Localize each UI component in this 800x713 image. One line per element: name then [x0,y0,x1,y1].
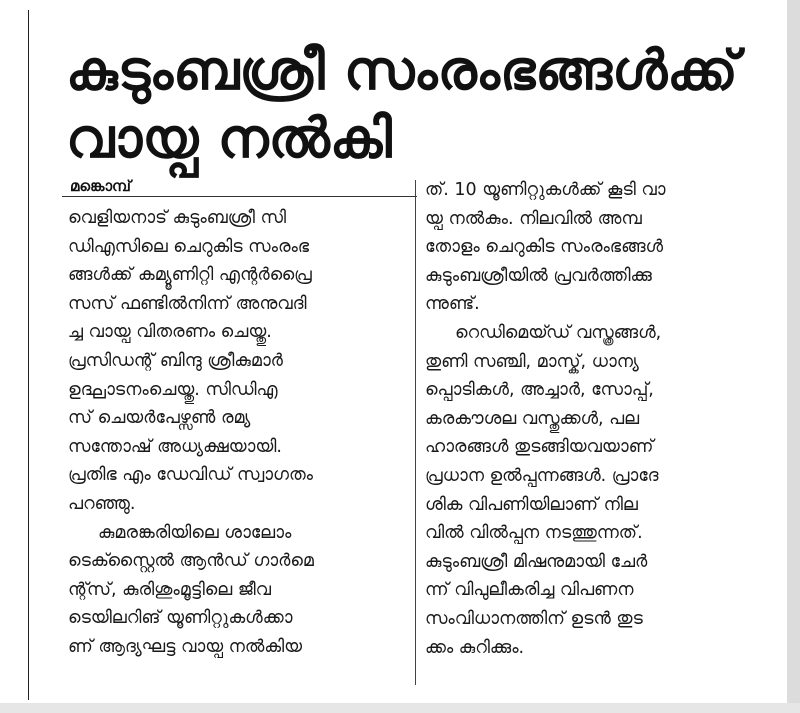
text-line: സന്തോഷ് അധ്യക്ഷയായി. [68,436,282,457]
text-line: തോളം ചെറുകിട സംരംഭങ്ങൾ [425,237,664,258]
article-column-right [425,176,765,662]
text-line: ത്. 10 യൂണിറ്റുകൾക്ക് കൂടി വാ [425,180,666,200]
text-line: വിൽ വിൽപ്പന നടത്തുന്നത്. [425,523,643,544]
text-line: പ്പൊടികൾ, അച്ചാർ, സോപ്പ്, [425,380,654,401]
headline-line-1: കുടുംബശ്രീ സംരംഭങ്ങൾക്ക് [66,38,738,102]
page-edge-bottom [0,703,800,713]
text-line: യ്പ നൽകും. നിലവിൽ അമ്പ [425,208,642,229]
text-line: വെളിയനാട് കുടുംബശ്രീ സി [68,208,286,228]
text-line: കുടുംബശ്രീയിൽ പ്രവർത്തിക്കു [425,265,652,286]
text-line: ന്റ്സ്, കുരിശുംമൂട്ടിലെ ജീവ [68,579,271,600]
article-column-left [68,204,408,662]
text-line: ഡിഎസിലെ ചെറുകിട സംരംഭ [68,236,310,257]
text-line: ന്നുണ്ട്. [425,294,480,315]
text-line: പ്രധാന ഉൽപ്പന്നങ്ങൾ. പ്രാദേ [425,465,659,486]
text-line: സംവിധാനത്തിന് ഉടൻ തുട [425,608,643,629]
text-line: ഹാരങ്ങൾ തുടങ്ങിയവയാണ് [425,437,654,458]
text-line: ഉദ്ഘാടനംചെയ്തു. സിഡിഎ [68,379,278,400]
column-divider [415,180,416,685]
text-line: കുടുംബശ്രീ മിഷനുമായി ചേർ [425,551,648,572]
text-line: കുമരങ്കരിയിലെ ശാലോം [98,522,292,543]
text-line: റെഡിമെയ്ഡ് വസ്ത്രങ്ങൾ, [455,322,662,343]
dateline: മങ്കൊമ്പ് [70,177,131,195]
page-margin-left [0,0,24,713]
text-line: ച്ച വായ്പ വിതരണം ചെയ്തു. [68,322,272,343]
text-line: ങ്ങൾക്ക് കമ്യൂണിറ്റി എന്റർപ്രൈ [68,265,312,286]
page-edge-right [787,0,800,713]
dateline-rule [62,196,417,197]
text-line: തുണി സഞ്ചി, മാസ്ക്, ധാന്യ [425,351,639,372]
text-line: പറഞ്ഞു. [68,493,136,514]
text-line: പ്രസിഡന്റ് ബിന്ദു ശ്രീകുമാർ [68,350,283,371]
article-headline [66,36,766,172]
text-line: ന്ന് വിപുലീകരിച്ച വിപണന [425,580,634,601]
text-line: ണ് ആദ്യഘട്ട വായ്പ നൽകിയ [68,636,303,657]
headline-line-2: വായ്പ നൽകി [66,106,392,170]
text-line: ടെയിലറിങ് യൂണിറ്റുകൾക്കാ [68,608,293,629]
text-line: ടെക്സ്റ്റൈൽ ആൻഡ് ഗാർമെ [68,551,314,572]
text-line: സസ് ഫണ്ടിൽനിന്ന് അനുവദി [68,293,307,314]
text-line: പ്രതിഭ എം ഡേവിഡ് സ്വാഗതം [68,465,313,486]
text-line: ക്കം കുറിക്കും. [425,637,525,658]
text-line: സ് ചെയർപേഴ്സൺ രമ്യ [68,408,251,429]
text-line: ശിക വിപണിയിലാണ് നില [425,494,638,515]
text-line: കരകൗശല വസ്തുക്കൾ, പല [425,408,640,429]
